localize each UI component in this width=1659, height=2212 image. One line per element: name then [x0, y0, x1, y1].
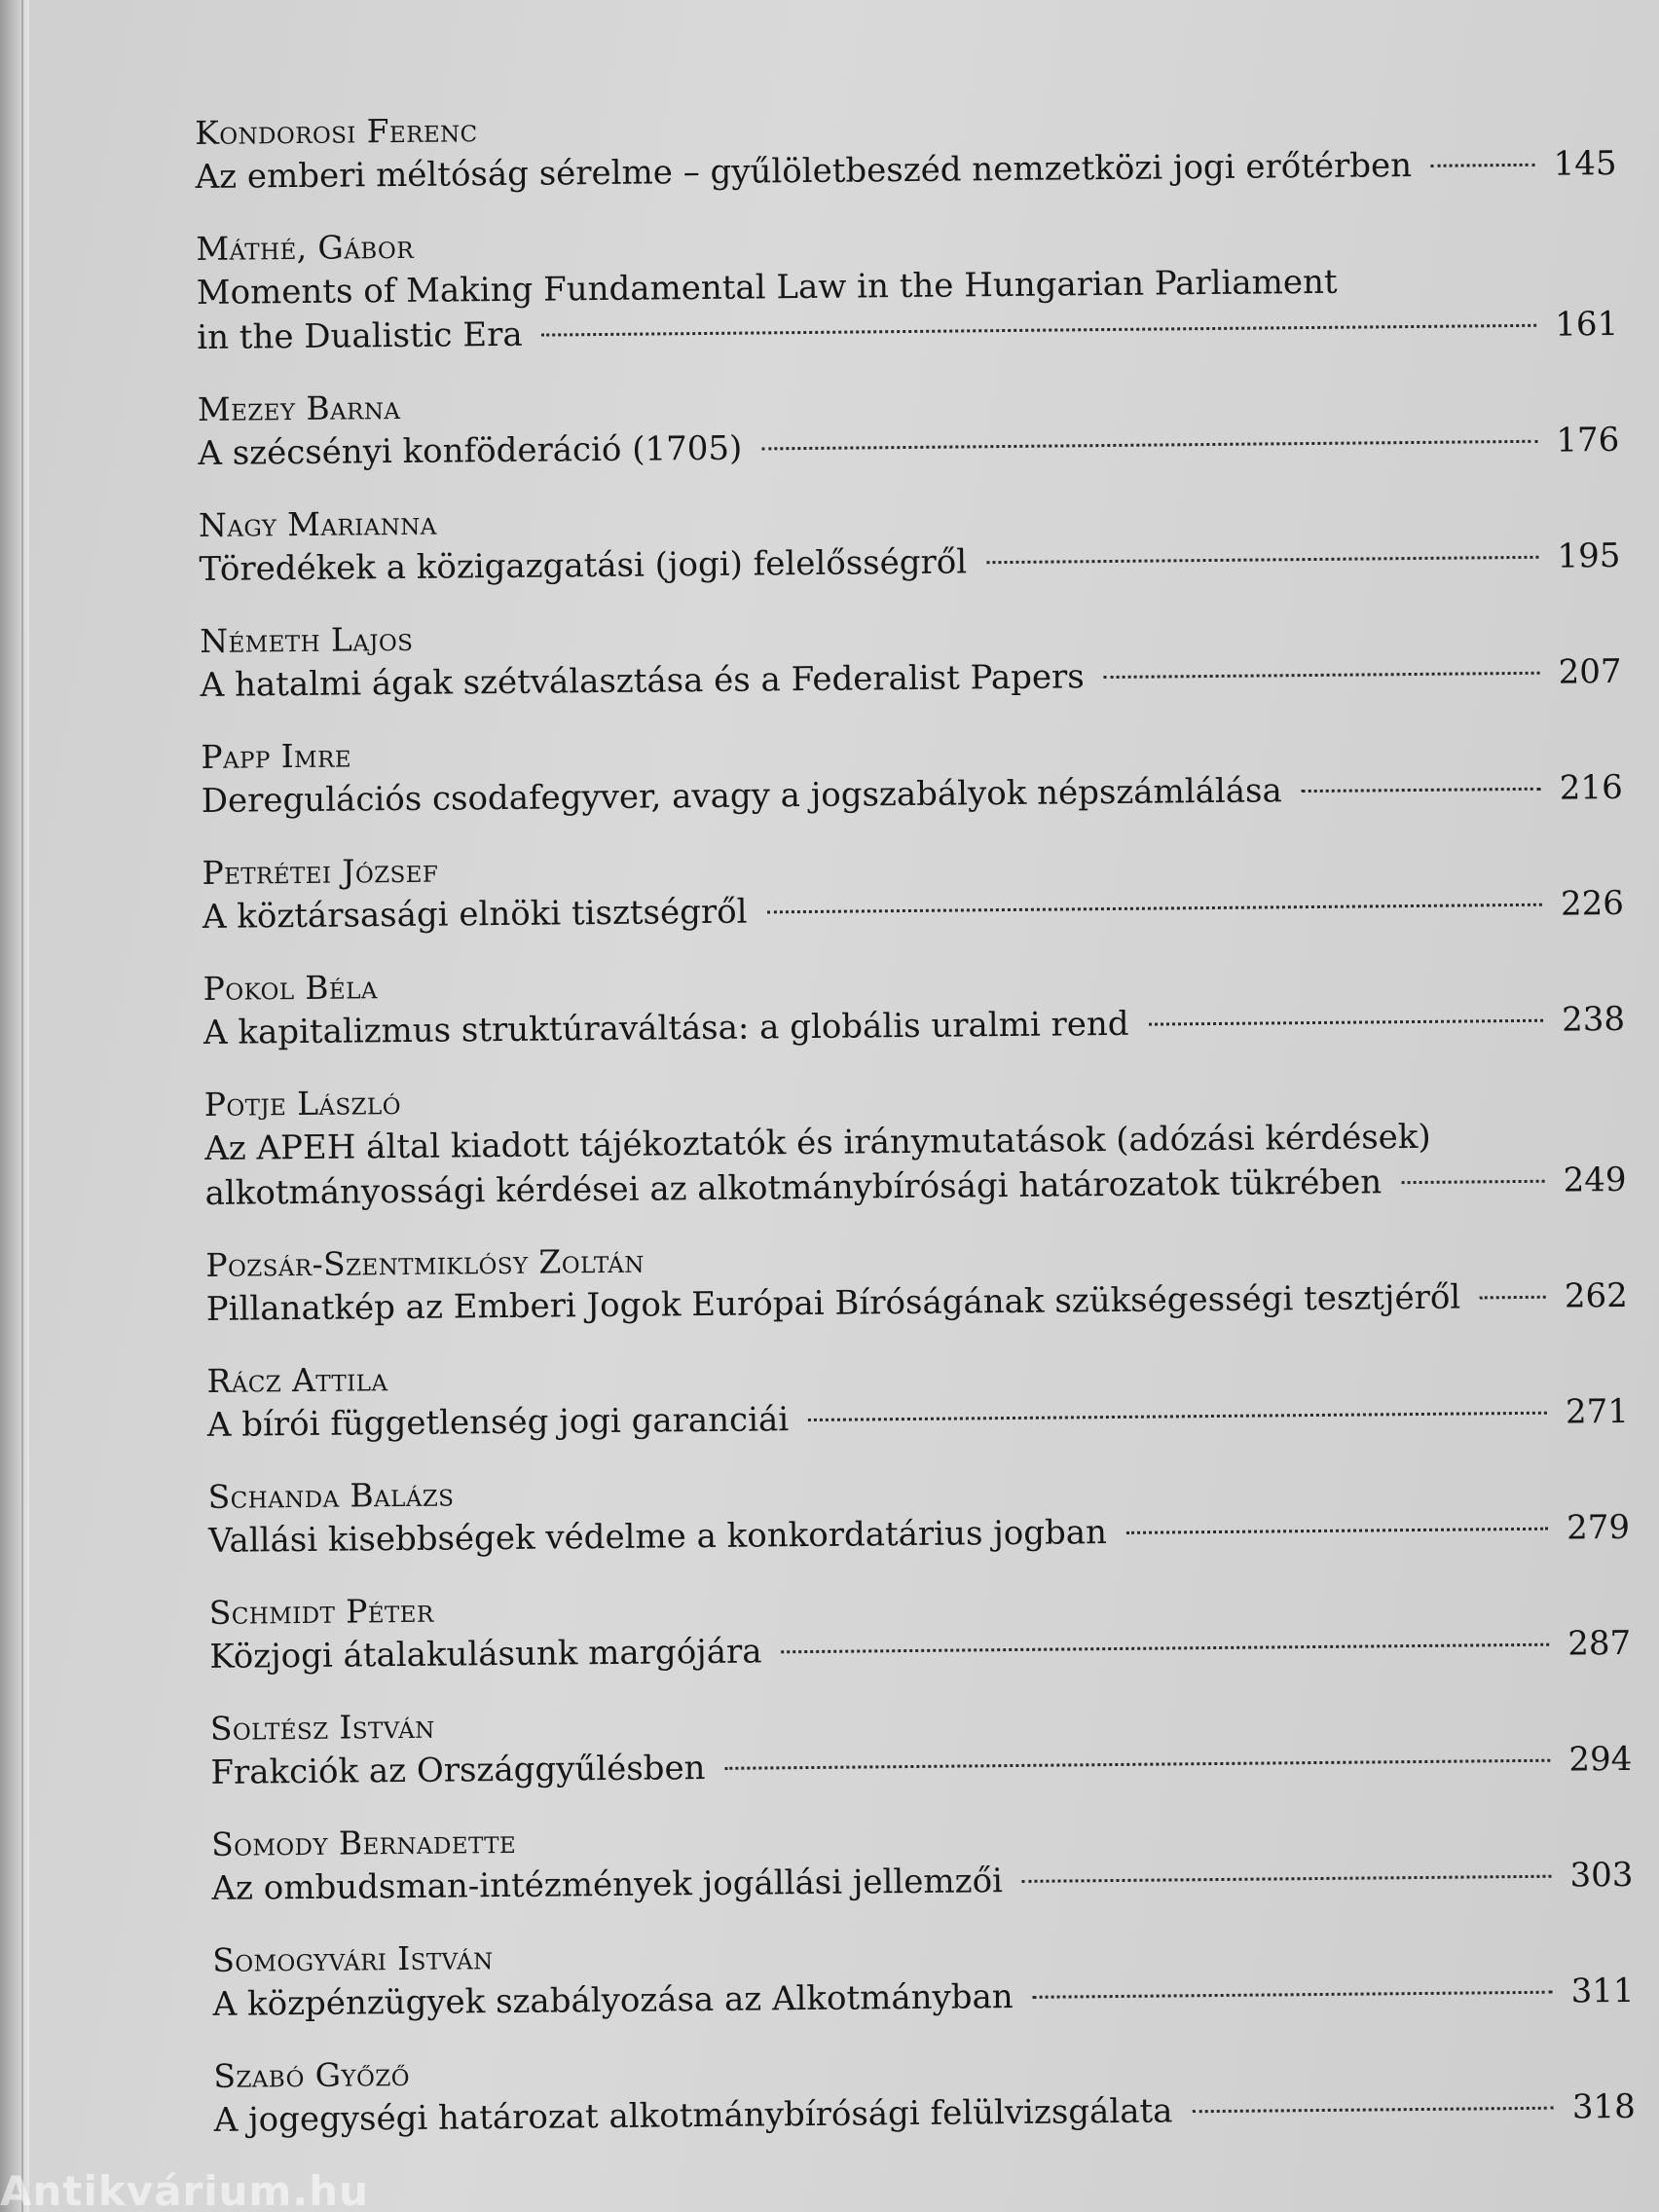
toc-title-line: A közpénzügyek szabályozása az Alkotmányban [212, 1977, 1014, 2024]
dot-leader [1022, 1875, 1552, 1883]
toc-entry [206, 1346, 1629, 1448]
toc-author: Pozsár-Szentmiklósy Zoltán [205, 1241, 645, 1284]
dot-leader [1192, 2107, 1553, 2114]
toc-title-line: A köztársasági elnöki tisztségről [202, 892, 748, 937]
toc-entry [195, 98, 1617, 200]
toc-entry [202, 838, 1624, 940]
toc-title-line: in the Dualistic Era [197, 314, 523, 357]
toc-title-line: alkotmányossági kérdései az alkotmánybírósági határozatok tükrében [204, 1162, 1382, 1213]
toc-page-number: 145 [1553, 143, 1617, 184]
toc-entry [199, 491, 1621, 592]
toc-entry [205, 1231, 1628, 1332]
page-edge-line [21, 0, 23, 2212]
dot-leader [766, 903, 1541, 914]
toc-author: Potje László [203, 1084, 402, 1124]
toc-page-number: 311 [1570, 1971, 1635, 2011]
page-binding-edge [0, 0, 29, 2212]
toc-title-line: Töredékek a közigazgatási (jogi) felelősségről [199, 542, 968, 589]
toc-page-number: 176 [1556, 420, 1620, 461]
toc-title-line: Deregulációs csodafegyver, avagy a jogszabályok népszámlálása [201, 771, 1282, 821]
toc-title-line: Moments of Making Fundamental Law in the Hungarian Parliament [196, 262, 1338, 313]
toc-page-number: 294 [1568, 1739, 1633, 1780]
toc-title-line: A szécsényi konföderáció (1705) [198, 428, 743, 473]
toc-author: Soltész István [209, 1707, 435, 1748]
toc-author: Szabó Győző [213, 2054, 411, 2095]
toc-entry [213, 2042, 1636, 2143]
toc-entry [198, 375, 1620, 476]
toc-author: Somogyvári István [212, 1938, 494, 1979]
toc-page-number: 195 [1557, 535, 1621, 576]
toc-page-number: 216 [1559, 767, 1623, 808]
toc-page-number: 287 [1567, 1623, 1632, 1664]
toc-page-number: 271 [1565, 1391, 1630, 1432]
toc-page-number: 262 [1564, 1275, 1628, 1316]
toc-page-number: 303 [1569, 1855, 1634, 1896]
toc-author: Schmidt Péter [208, 1591, 434, 1632]
dot-leader [761, 440, 1537, 451]
toc-title-line: Az emberi méltóság sérelme – gyűlöletbeszéd nemzetközi jogi erőtérben [195, 146, 1413, 197]
toc-author: Papp Imre [201, 736, 352, 776]
toc-entry [196, 214, 1618, 360]
toc-page-number: 161 [1555, 304, 1619, 345]
toc-author: Somody Bernadette [210, 1822, 517, 1863]
dot-leader [1149, 1019, 1543, 1026]
toc-title-line: A hatalmi ágak szétválasztása és a Federalist Papers [200, 657, 1085, 705]
dot-leader [542, 324, 1537, 337]
dot-leader [808, 1412, 1547, 1421]
dot-leader [1431, 164, 1535, 167]
toc-page-number: 318 [1571, 2086, 1636, 2127]
dot-leader [1126, 1528, 1548, 1534]
toc-entry [203, 954, 1625, 1055]
toc-page-number: 207 [1558, 651, 1622, 692]
toc-author: Németh Lajos [200, 619, 414, 660]
dot-leader [782, 1643, 1550, 1654]
toc-title-line: Frakciók az Országgyűlésben [210, 1749, 706, 1792]
dot-leader [1033, 1991, 1553, 1999]
toc-title-line: A bírói függetlenség jogi garanciái [206, 1400, 790, 1445]
watermark: Antikvárium.hu [0, 2167, 370, 2212]
table-of-contents [195, 98, 1636, 2171]
toc-entry [210, 1694, 1633, 1795]
toc-entry [200, 607, 1622, 708]
toc-entry [212, 1926, 1635, 2027]
toc-title-line: A kapitalizmus struktúraváltása: a globális uralmi rend [203, 1004, 1129, 1052]
toc-title-line: Vallási kisebbségek védelme a konkordatárius jogban [207, 1513, 1108, 1561]
toc-page-number: 249 [1563, 1160, 1627, 1200]
toc-entry [207, 1462, 1630, 1564]
dot-leader [986, 556, 1538, 564]
dot-leader [1480, 1296, 1546, 1300]
toc-title-line: Pillanatkép az Emberi Jogok Európai Bíróságának szükségességi tesztjéről [205, 1277, 1461, 1329]
toc-entry [201, 722, 1623, 824]
toc-entry [204, 1070, 1627, 1216]
toc-author: Kondorosi Ferenc [195, 111, 478, 152]
dot-leader [1302, 788, 1541, 793]
toc-author: Rácz Attila [206, 1360, 388, 1400]
dot-leader [724, 1759, 1550, 1770]
toc-page-number: 238 [1561, 999, 1626, 1040]
toc-author: Pokol Béla [203, 968, 378, 1008]
toc-entry [209, 1578, 1632, 1679]
toc-entry [211, 1810, 1634, 1911]
dot-leader [1104, 672, 1540, 679]
toc-author: Schanda Balázs [207, 1475, 455, 1516]
toc-author: Mezey Barna [197, 387, 401, 428]
toc-author: Nagy Marianna [198, 503, 437, 544]
toc-title-line: Közjogi átalakulásunk margójára [209, 1632, 762, 1677]
toc-title-line: Az APEH által kiadott tájékoztatók és iránymutatások (adózási kérdések) [204, 1117, 1431, 1168]
toc-title-line: A jogegységi határozat alkotmánybírósági felülvizsgálata [213, 2091, 1173, 2140]
toc-author: Petrétei József [202, 851, 439, 892]
toc-author: Máthé, Gábor [196, 227, 415, 268]
toc-title-line: Az ombudsman-intézmények jogállási jellemzői [211, 1862, 1004, 1908]
toc-page-number: 279 [1566, 1507, 1631, 1548]
toc-page-number: 226 [1560, 883, 1625, 924]
dot-leader [1401, 1180, 1544, 1184]
